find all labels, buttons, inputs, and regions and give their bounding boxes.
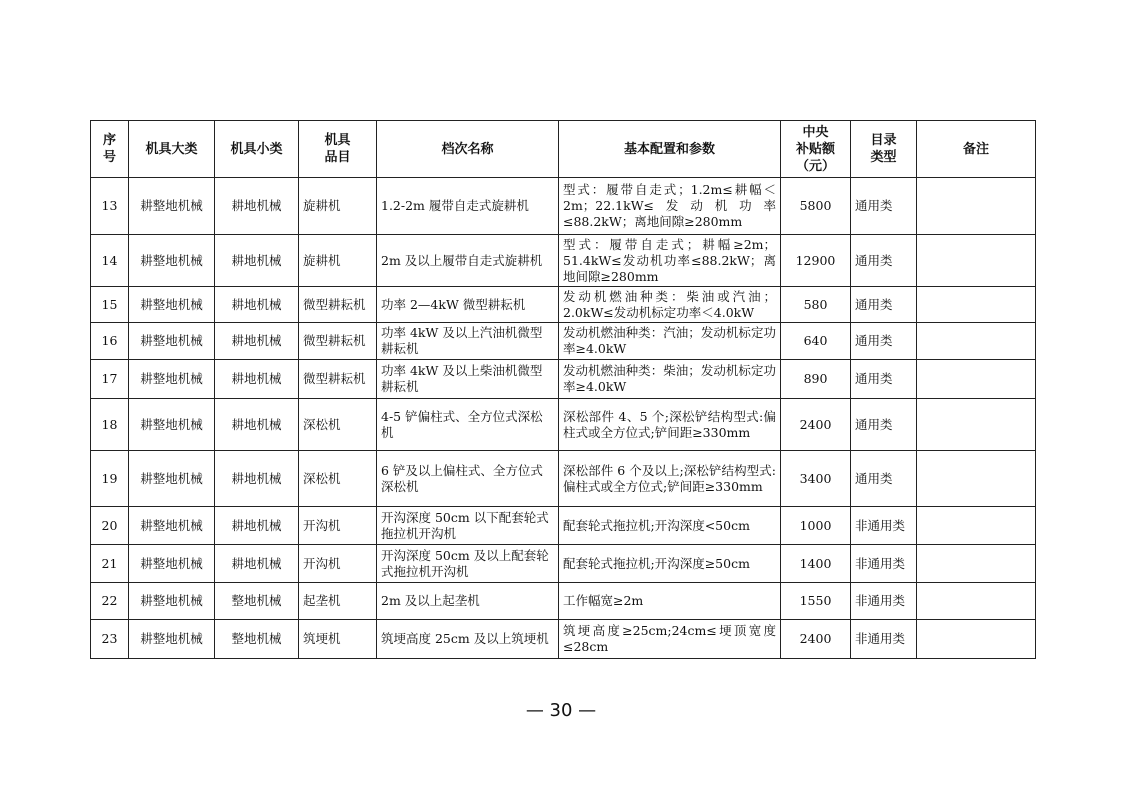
cell-type: 通用类	[851, 323, 917, 360]
cell-note	[917, 178, 1036, 235]
table-row	[91, 399, 1036, 451]
cell-subsidy: 890	[781, 360, 851, 399]
cell-grade: 开沟深度 50cm 以下配套轮式拖拉机开沟机	[377, 507, 559, 545]
cell-subcategory: 耕地机械	[215, 399, 299, 451]
cell-note	[917, 507, 1036, 545]
cell-category: 耕整地机械	[129, 451, 215, 507]
cell-subsidy: 3400	[781, 451, 851, 507]
header-config: 基本配置和参数	[559, 121, 781, 178]
cell-category: 耕整地机械	[129, 360, 215, 399]
cell-config: 筑埂高度≥25cm;24cm≤埂顶宽度≤28cm	[559, 620, 781, 659]
cell-item: 深松机	[299, 451, 377, 507]
cell-type: 通用类	[851, 360, 917, 399]
table-row	[91, 620, 1036, 659]
cell-item: 旋耕机	[299, 178, 377, 235]
cell-seq: 20	[91, 507, 129, 545]
cell-item: 开沟机	[299, 545, 377, 583]
cell-category: 耕整地机械	[129, 620, 215, 659]
cell-subcategory: 整地机械	[215, 620, 299, 659]
cell-config: 发动机燃油种类：汽油；发动机标定功率≥4.0kW	[559, 323, 781, 360]
table-row	[91, 360, 1036, 399]
header-row	[91, 121, 1036, 178]
cell-type: 通用类	[851, 235, 917, 287]
header-type: 目录 类型	[851, 121, 917, 178]
cell-seq: 21	[91, 545, 129, 583]
cell-config: 深松部件 6 个及以上;深松铲结构型式:偏柱式或全方位式;铲间距≥330mm	[559, 451, 781, 507]
table-row	[91, 323, 1036, 360]
cell-subsidy: 2400	[781, 620, 851, 659]
cell-subsidy: 1400	[781, 545, 851, 583]
cell-config: 发动机燃油种类：柴油；发动机标定功率≥4.0kW	[559, 360, 781, 399]
table-row	[91, 583, 1036, 620]
cell-note	[917, 451, 1036, 507]
cell-note	[917, 323, 1036, 360]
cell-type: 非通用类	[851, 507, 917, 545]
table-row	[91, 507, 1036, 545]
cell-seq: 15	[91, 287, 129, 323]
cell-subcategory: 耕地机械	[215, 178, 299, 235]
cell-grade: 6 铲及以上偏柱式、全方位式深松机	[377, 451, 559, 507]
cell-subsidy: 1000	[781, 507, 851, 545]
cell-seq: 18	[91, 399, 129, 451]
cell-item: 开沟机	[299, 507, 377, 545]
cell-item: 微型耕耘机	[299, 323, 377, 360]
cell-category: 耕整地机械	[129, 323, 215, 360]
cell-note	[917, 360, 1036, 399]
cell-category: 耕整地机械	[129, 507, 215, 545]
cell-category: 耕整地机械	[129, 399, 215, 451]
cell-subsidy: 640	[781, 323, 851, 360]
cell-config: 配套轮式拖拉机;开沟深度≥50cm	[559, 545, 781, 583]
cell-subsidy: 2400	[781, 399, 851, 451]
cell-item: 筑埂机	[299, 620, 377, 659]
cell-subsidy: 5800	[781, 178, 851, 235]
cell-category: 耕整地机械	[129, 583, 215, 620]
cell-grade: 开沟深度 50cm 及以上配套轮式拖拉机开沟机	[377, 545, 559, 583]
cell-subcategory: 耕地机械	[215, 287, 299, 323]
cell-seq: 13	[91, 178, 129, 235]
cell-subsidy: 12900	[781, 235, 851, 287]
table-row	[91, 451, 1036, 507]
cell-item: 微型耕耘机	[299, 360, 377, 399]
cell-seq: 19	[91, 451, 129, 507]
cell-seq: 16	[91, 323, 129, 360]
header-category: 机具大类	[129, 121, 215, 178]
cell-type: 通用类	[851, 451, 917, 507]
cell-config: 配套轮式拖拉机;开沟深度<50cm	[559, 507, 781, 545]
cell-note	[917, 235, 1036, 287]
cell-subsidy: 1550	[781, 583, 851, 620]
cell-subcategory: 耕地机械	[215, 235, 299, 287]
header-seq: 序 号	[91, 121, 129, 178]
cell-category: 耕整地机械	[129, 545, 215, 583]
cell-category: 耕整地机械	[129, 178, 215, 235]
cell-item: 起垄机	[299, 583, 377, 620]
cell-subcategory: 耕地机械	[215, 323, 299, 360]
header-item: 机具 品目	[299, 121, 377, 178]
cell-grade: 2m 及以上履带自走式旋耕机	[377, 235, 559, 287]
cell-grade: 筑埂高度 25cm 及以上筑埂机	[377, 620, 559, 659]
cell-grade: 4-5 铲偏柱式、全方位式深松机	[377, 399, 559, 451]
cell-config: 工作幅宽≥2m	[559, 583, 781, 620]
table-row	[91, 235, 1036, 287]
cell-type: 非通用类	[851, 620, 917, 659]
cell-subcategory: 耕地机械	[215, 545, 299, 583]
cell-grade: 1.2-2m 履带自走式旋耕机	[377, 178, 559, 235]
cell-config: 深松部件 4、5 个;深松铲结构型式:偏柱式或全方位式;铲间距≥330mm	[559, 399, 781, 451]
subsidy-table	[90, 120, 1036, 659]
cell-category: 耕整地机械	[129, 235, 215, 287]
cell-grade: 功率 4kW 及以上汽油机微型耕耘机	[377, 323, 559, 360]
table-row	[91, 545, 1036, 583]
header-subcategory: 机具小类	[215, 121, 299, 178]
cell-config: 型式：履带自走式；1.2m≤耕幅＜2m；22.1kW≤发动机功率≤88.2kW；离地间隙≥280mm	[559, 178, 781, 235]
cell-subsidy: 580	[781, 287, 851, 323]
cell-note	[917, 287, 1036, 323]
cell-seq: 14	[91, 235, 129, 287]
cell-item: 深松机	[299, 399, 377, 451]
page-number: — 30 —	[525, 700, 597, 721]
cell-subcategory: 整地机械	[215, 583, 299, 620]
cell-grade: 功率 2—4kW 微型耕耘机	[377, 287, 559, 323]
header-grade: 档次名称	[377, 121, 559, 178]
header-subsidy: 中央 补贴额 （元）	[781, 121, 851, 178]
table-row	[91, 178, 1036, 235]
cell-grade: 2m 及以上起垄机	[377, 583, 559, 620]
cell-config: 发动机燃油种类：柴油或汽油；2.0kW≤发动机标定功率＜4.0kW	[559, 287, 781, 323]
cell-seq: 22	[91, 583, 129, 620]
cell-note	[917, 583, 1036, 620]
cell-type: 通用类	[851, 399, 917, 451]
cell-item: 微型耕耘机	[299, 287, 377, 323]
cell-note	[917, 545, 1036, 583]
cell-note	[917, 399, 1036, 451]
cell-config: 型式：履带自走式；耕幅≥2m；51.4kW≤发动机功率≤88.2kW；离地间隙≥280mm	[559, 235, 781, 287]
cell-seq: 23	[91, 620, 129, 659]
cell-subcategory: 耕地机械	[215, 507, 299, 545]
cell-category: 耕整地机械	[129, 287, 215, 323]
cell-grade: 功率 4kW 及以上柴油机微型耕耘机	[377, 360, 559, 399]
cell-type: 通用类	[851, 178, 917, 235]
cell-item: 旋耕机	[299, 235, 377, 287]
cell-type: 非通用类	[851, 583, 917, 620]
cell-type: 非通用类	[851, 545, 917, 583]
cell-seq: 17	[91, 360, 129, 399]
table-row	[91, 287, 1036, 323]
cell-subcategory: 耕地机械	[215, 360, 299, 399]
cell-note	[917, 620, 1036, 659]
cell-type: 通用类	[851, 287, 917, 323]
cell-subcategory: 耕地机械	[215, 451, 299, 507]
header-note: 备注	[917, 121, 1036, 178]
